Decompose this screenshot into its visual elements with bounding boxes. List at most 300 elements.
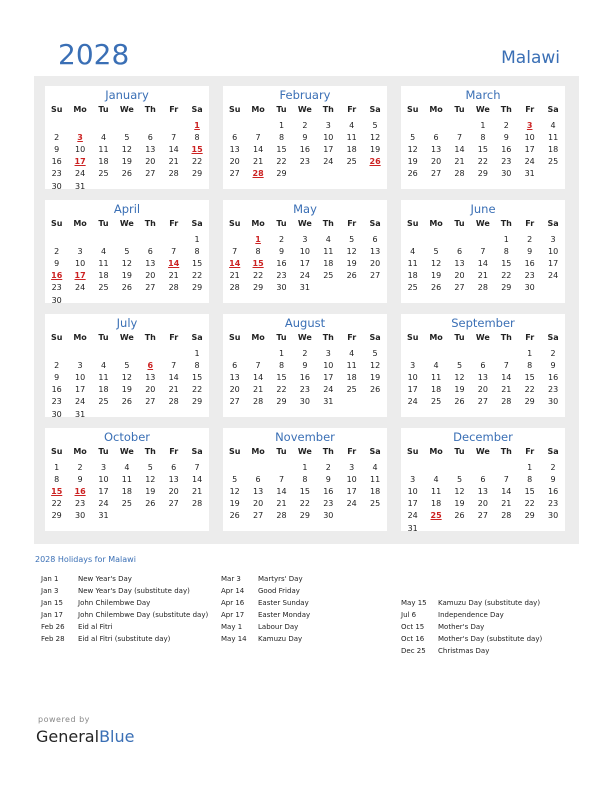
day-cell: 24 bbox=[346, 499, 357, 509]
day-cell: 22 bbox=[191, 157, 203, 167]
month-name: April bbox=[113, 202, 141, 216]
day-cell: 26 bbox=[346, 271, 357, 281]
day-cell: 16 bbox=[51, 385, 62, 395]
day-cell: 29 bbox=[524, 397, 535, 407]
day-cell: 5 bbox=[124, 133, 130, 143]
weekday-header: Su bbox=[406, 219, 419, 228]
weekday-header: We bbox=[119, 333, 134, 342]
weekday-header: Sa bbox=[191, 447, 203, 456]
day-cell: 7 bbox=[480, 247, 486, 257]
holiday-date: Oct 16 bbox=[401, 635, 425, 643]
weekday-header: Mo bbox=[429, 105, 443, 114]
holiday-name: New Year's Day bbox=[78, 575, 132, 583]
weekday-header: Mo bbox=[73, 447, 87, 456]
day-cell: 24 bbox=[323, 385, 334, 395]
holiday-day-cell: 14 bbox=[168, 259, 180, 269]
holiday-name: Mother's Day (substitute day) bbox=[438, 635, 543, 643]
weekday-header: Th bbox=[500, 219, 512, 228]
day-cell: 5 bbox=[456, 361, 463, 371]
day-cell: 7 bbox=[255, 361, 261, 371]
day-cell: 26 bbox=[121, 169, 132, 179]
day-cell: 19 bbox=[121, 157, 132, 167]
weekday-header: Su bbox=[406, 105, 419, 114]
holiday-day-cell: 3 bbox=[77, 133, 83, 143]
day-cell: 30 bbox=[501, 169, 512, 179]
holiday-row bbox=[221, 587, 300, 595]
day-cell: 31 bbox=[323, 397, 334, 407]
weekday-header: Sa bbox=[547, 105, 559, 114]
weekday-header: Fr bbox=[347, 333, 357, 342]
holiday-row bbox=[221, 635, 302, 643]
day-cell: 10 bbox=[323, 133, 334, 143]
weekday-header: Th bbox=[322, 219, 334, 228]
weekday-header: Tu bbox=[98, 333, 109, 342]
holiday-day-cell: 26 bbox=[369, 157, 381, 167]
day-cell: 21 bbox=[252, 385, 264, 395]
day-cell: 13 bbox=[430, 145, 442, 155]
holiday-day-cell: 15 bbox=[191, 145, 203, 155]
day-cell: 19 bbox=[454, 499, 465, 509]
day-cell: 10 bbox=[74, 373, 86, 383]
day-cell: 14 bbox=[252, 145, 264, 155]
day-cell: 20 bbox=[477, 385, 488, 395]
day-cell: 21 bbox=[191, 487, 203, 497]
day-cell: 11 bbox=[430, 373, 442, 383]
day-cell: 7 bbox=[171, 247, 177, 257]
weekday-header: Fr bbox=[169, 333, 179, 342]
day-cell: 9 bbox=[278, 247, 285, 257]
day-cell: 16 bbox=[299, 373, 310, 383]
day-cell: 1 bbox=[194, 235, 200, 244]
day-cell: 17 bbox=[346, 487, 357, 497]
day-cell: 16 bbox=[51, 157, 62, 167]
weekday-header: Tu bbox=[276, 219, 287, 228]
day-cell: 3 bbox=[349, 463, 355, 472]
holiday-date: Jul 6 bbox=[401, 611, 417, 619]
holiday-day-cell: 17 bbox=[74, 157, 86, 167]
day-cell: 4 bbox=[349, 349, 355, 358]
day-cell: 27 bbox=[252, 511, 264, 521]
weekday-header: Mo bbox=[251, 105, 265, 114]
day-cell: 23 bbox=[524, 271, 535, 281]
holiday-row bbox=[41, 611, 208, 619]
day-cell: 13 bbox=[477, 487, 488, 497]
day-cell: 18 bbox=[430, 385, 442, 395]
day-cell: 22 bbox=[477, 157, 488, 167]
month-name: June bbox=[470, 202, 496, 216]
month-april bbox=[45, 200, 209, 303]
day-cell: 23 bbox=[74, 499, 86, 509]
day-cell: 21 bbox=[454, 157, 465, 167]
day-cell: 30 bbox=[74, 511, 86, 521]
day-cell: 29 bbox=[524, 511, 535, 521]
day-cell: 13 bbox=[229, 373, 240, 383]
day-cell: 7 bbox=[194, 463, 200, 472]
holiday-row bbox=[221, 575, 303, 583]
day-cell: 31 bbox=[74, 181, 86, 191]
month-name: May bbox=[293, 202, 317, 216]
day-cell: 19 bbox=[346, 259, 357, 269]
weekday-header: Su bbox=[228, 219, 241, 228]
holiday-date: Dec 25 bbox=[401, 647, 426, 655]
day-cell: 30 bbox=[276, 283, 287, 293]
day-cell: 6 bbox=[232, 133, 238, 143]
day-cell: 9 bbox=[550, 361, 556, 371]
month-march bbox=[401, 86, 565, 189]
month-name: October bbox=[103, 430, 151, 444]
day-cell: 11 bbox=[407, 259, 418, 269]
day-cell: 2 bbox=[325, 463, 331, 472]
day-cell: 23 bbox=[547, 499, 559, 509]
holiday-day-cell: 14 bbox=[229, 259, 241, 269]
month-name: January bbox=[105, 88, 149, 102]
weekday-header: Sa bbox=[547, 219, 559, 228]
day-cell: 8 bbox=[503, 247, 509, 257]
day-cell: 15 bbox=[524, 373, 535, 383]
holiday-name: Eid al Fitri bbox=[78, 623, 113, 631]
day-cell: 7 bbox=[503, 361, 509, 371]
day-cell: 20 bbox=[477, 499, 488, 509]
day-cell: 1 bbox=[194, 349, 200, 358]
day-cell: 16 bbox=[501, 145, 512, 155]
weekday-header: Mo bbox=[429, 219, 443, 228]
holiday-row bbox=[41, 587, 190, 595]
day-cell: 4 bbox=[100, 133, 107, 143]
weekday-header: We bbox=[475, 447, 490, 456]
day-cell: 29 bbox=[191, 283, 203, 293]
weekday-header: Th bbox=[322, 333, 334, 342]
day-cell: 21 bbox=[501, 385, 512, 395]
day-cell: 1 bbox=[527, 349, 533, 358]
day-cell: 21 bbox=[501, 499, 512, 509]
day-cell: 12 bbox=[454, 373, 465, 383]
holiday-day-cell: 1 bbox=[194, 121, 200, 130]
month-november bbox=[223, 428, 387, 531]
day-cell: 25 bbox=[323, 271, 334, 281]
day-cell: 12 bbox=[454, 487, 465, 497]
day-cell: 23 bbox=[299, 385, 310, 395]
day-cell: 26 bbox=[229, 511, 240, 521]
day-cell: 18 bbox=[430, 499, 442, 509]
day-cell: 28 bbox=[501, 511, 512, 521]
weekday-header: Sa bbox=[191, 333, 203, 342]
day-cell: 9 bbox=[54, 259, 60, 269]
holiday-name: Christmas Day bbox=[438, 647, 490, 655]
day-cell: 13 bbox=[145, 145, 156, 155]
day-cell: 27 bbox=[145, 169, 156, 179]
day-cell: 12 bbox=[121, 259, 132, 269]
day-cell: 30 bbox=[51, 181, 62, 191]
calendar-grid bbox=[34, 76, 579, 544]
day-cell: 3 bbox=[100, 463, 107, 472]
day-cell: 5 bbox=[232, 475, 238, 485]
day-cell: 4 bbox=[372, 463, 378, 472]
day-cell: 9 bbox=[302, 133, 308, 143]
holiday-date: Jan 1 bbox=[41, 575, 59, 583]
day-cell: 10 bbox=[524, 133, 535, 143]
month-name: September bbox=[451, 316, 515, 330]
day-cell: 2 bbox=[302, 349, 308, 358]
holiday-row bbox=[401, 647, 489, 655]
day-cell: 27 bbox=[229, 169, 240, 179]
day-cell: 10 bbox=[547, 247, 559, 257]
weekday-header: Fr bbox=[347, 447, 357, 456]
day-cell: 30 bbox=[299, 397, 310, 407]
holidays-title: 2028 Holidays for Malawi bbox=[35, 555, 136, 564]
holiday-date: May 15 bbox=[401, 599, 427, 607]
day-cell: 24 bbox=[407, 511, 418, 521]
day-cell: 19 bbox=[229, 499, 240, 509]
day-cell: 9 bbox=[54, 145, 60, 155]
weekday-header: Mo bbox=[251, 219, 265, 228]
holiday-date: Jan 15 bbox=[41, 599, 63, 607]
day-cell: 31 bbox=[98, 511, 109, 521]
day-cell: 7 bbox=[171, 361, 177, 371]
month-february bbox=[223, 86, 387, 189]
holiday-date: Feb 26 bbox=[41, 623, 65, 631]
day-cell: 7 bbox=[503, 475, 509, 485]
day-cell: 22 bbox=[501, 271, 512, 281]
day-cell: 9 bbox=[527, 247, 533, 257]
day-cell: 27 bbox=[145, 283, 156, 293]
day-cell: 25 bbox=[98, 283, 109, 293]
holiday-row bbox=[41, 635, 170, 643]
weekday-header: Su bbox=[228, 447, 241, 456]
day-cell: 28 bbox=[276, 511, 287, 521]
day-cell: 26 bbox=[121, 397, 132, 407]
day-cell: 9 bbox=[302, 361, 308, 371]
day-cell: 5 bbox=[433, 247, 439, 257]
day-cell: 19 bbox=[369, 373, 381, 383]
day-cell: 26 bbox=[121, 283, 132, 293]
day-cell: 30 bbox=[524, 283, 535, 293]
day-cell: 6 bbox=[147, 133, 153, 143]
day-cell: 13 bbox=[369, 247, 381, 257]
weekday-header: Th bbox=[144, 219, 156, 228]
weekday-header: Th bbox=[322, 105, 334, 114]
weekday-header: We bbox=[119, 105, 134, 114]
day-cell: 5 bbox=[147, 463, 153, 472]
day-cell: 28 bbox=[191, 499, 203, 509]
month-october bbox=[45, 428, 209, 531]
day-cell: 28 bbox=[477, 283, 488, 293]
weekday-header: Su bbox=[50, 447, 63, 456]
month-name: March bbox=[465, 88, 501, 102]
day-cell: 29 bbox=[51, 511, 62, 521]
day-cell: 14 bbox=[191, 475, 203, 485]
day-cell: 10 bbox=[407, 487, 418, 497]
day-cell: 14 bbox=[501, 487, 512, 497]
weekday-header: Tu bbox=[276, 447, 287, 456]
day-cell: 16 bbox=[299, 145, 310, 155]
day-cell: 29 bbox=[477, 169, 488, 179]
day-cell: 14 bbox=[276, 487, 287, 497]
day-cell: 3 bbox=[302, 235, 308, 244]
day-cell: 23 bbox=[299, 157, 310, 167]
day-cell: 24 bbox=[407, 397, 418, 407]
day-cell: 19 bbox=[145, 487, 156, 497]
day-cell: 19 bbox=[121, 385, 132, 395]
weekday-header: Sa bbox=[369, 219, 381, 228]
month-july bbox=[45, 314, 209, 417]
month-august bbox=[223, 314, 387, 417]
day-cell: 15 bbox=[477, 145, 488, 155]
day-cell: 4 bbox=[124, 463, 130, 472]
day-cell: 3 bbox=[77, 247, 83, 257]
day-cell: 29 bbox=[191, 169, 203, 179]
weekday-header: We bbox=[475, 333, 490, 342]
day-cell: 26 bbox=[430, 283, 442, 293]
day-cell: 4 bbox=[325, 235, 331, 244]
day-cell: 26 bbox=[369, 385, 381, 395]
weekday-header: We bbox=[119, 219, 134, 228]
day-cell: 15 bbox=[524, 487, 535, 497]
weekday-header: Tu bbox=[454, 447, 465, 456]
day-cell: 27 bbox=[168, 499, 179, 509]
day-cell: 19 bbox=[369, 145, 381, 155]
day-cell: 16 bbox=[323, 487, 334, 497]
day-cell: 8 bbox=[194, 247, 200, 257]
day-cell: 12 bbox=[430, 259, 442, 269]
day-cell: 30 bbox=[51, 409, 62, 419]
day-cell: 17 bbox=[74, 385, 86, 395]
day-cell: 4 bbox=[433, 475, 439, 485]
holiday-row bbox=[221, 623, 298, 631]
day-cell: 2 bbox=[54, 361, 60, 371]
day-cell: 5 bbox=[372, 349, 378, 358]
holiday-day-cell: 6 bbox=[147, 361, 154, 371]
day-cell: 23 bbox=[323, 499, 334, 509]
day-cell: 30 bbox=[51, 295, 62, 305]
day-cell: 5 bbox=[372, 121, 378, 130]
holiday-row bbox=[401, 599, 540, 607]
weekday-header: Fr bbox=[169, 105, 179, 114]
weekday-header: We bbox=[475, 105, 490, 114]
holiday-row bbox=[41, 623, 113, 631]
weekday-header: We bbox=[475, 219, 490, 228]
day-cell: 8 bbox=[194, 133, 200, 143]
day-cell: 3 bbox=[550, 235, 556, 244]
month-name: February bbox=[279, 88, 331, 102]
day-cell: 15 bbox=[191, 259, 203, 269]
brand-logo: GeneralBlue bbox=[36, 727, 135, 746]
day-cell: 19 bbox=[407, 157, 418, 167]
day-cell: 8 bbox=[194, 361, 200, 371]
day-cell: 11 bbox=[98, 259, 109, 269]
day-cell: 24 bbox=[323, 157, 334, 167]
day-cell: 10 bbox=[407, 373, 418, 383]
weekday-header: Su bbox=[50, 219, 63, 228]
day-cell: 18 bbox=[547, 145, 559, 155]
day-cell: 25 bbox=[547, 157, 559, 167]
weekday-header: We bbox=[297, 333, 312, 342]
day-cell: 2 bbox=[302, 121, 308, 130]
weekday-header: Mo bbox=[73, 105, 87, 114]
day-cell: 4 bbox=[433, 361, 439, 371]
holiday-name: New Year's Day (substitute day) bbox=[78, 587, 190, 595]
day-cell: 1 bbox=[302, 463, 308, 472]
day-cell: 18 bbox=[407, 271, 418, 281]
day-cell: 9 bbox=[503, 133, 509, 143]
holiday-day-cell: 15 bbox=[51, 487, 63, 497]
holiday-row bbox=[41, 575, 132, 583]
day-cell: 25 bbox=[346, 385, 357, 395]
day-cell: 10 bbox=[74, 145, 86, 155]
day-cell: 22 bbox=[524, 499, 535, 509]
weekday-header: Mo bbox=[429, 447, 443, 456]
holiday-date: Feb 28 bbox=[41, 635, 65, 643]
day-cell: 28 bbox=[168, 397, 179, 407]
weekday-header: Tu bbox=[276, 333, 287, 342]
day-cell: 8 bbox=[527, 361, 533, 371]
weekday-header: Sa bbox=[547, 333, 559, 342]
holiday-date: Mar 3 bbox=[221, 575, 241, 583]
day-cell: 4 bbox=[100, 247, 107, 257]
weekday-header: Su bbox=[228, 333, 241, 342]
day-cell: 11 bbox=[98, 373, 109, 383]
day-cell: 16 bbox=[547, 373, 559, 383]
day-cell: 7 bbox=[456, 133, 463, 143]
day-cell: 21 bbox=[229, 271, 240, 281]
holiday-day-cell: 16 bbox=[74, 487, 86, 497]
day-cell: 14 bbox=[454, 145, 465, 155]
day-cell: 26 bbox=[454, 511, 465, 521]
weekday-header: Sa bbox=[547, 447, 559, 456]
day-cell: 3 bbox=[77, 361, 83, 371]
day-cell: 6 bbox=[147, 247, 153, 257]
day-cell: 29 bbox=[252, 283, 264, 293]
day-cell: 1 bbox=[527, 463, 533, 472]
holiday-day-cell: 3 bbox=[526, 121, 533, 130]
weekday-header: Th bbox=[500, 105, 512, 114]
holiday-date: Oct 15 bbox=[401, 623, 425, 631]
day-cell: 21 bbox=[477, 271, 488, 281]
day-cell: 21 bbox=[252, 157, 264, 167]
day-cell: 16 bbox=[524, 259, 535, 269]
day-cell: 15 bbox=[276, 373, 287, 383]
day-cell: 18 bbox=[98, 157, 109, 167]
day-cell: 24 bbox=[98, 499, 109, 509]
year-title: 2028 bbox=[58, 38, 130, 71]
weekday-header: Mo bbox=[73, 333, 87, 342]
day-cell: 22 bbox=[191, 271, 203, 281]
day-cell: 7 bbox=[278, 475, 285, 485]
day-cell: 17 bbox=[524, 145, 535, 155]
day-cell: 6 bbox=[171, 463, 177, 472]
day-cell: 2 bbox=[550, 349, 556, 358]
day-cell: 17 bbox=[547, 259, 559, 269]
day-cell: 18 bbox=[98, 271, 109, 281]
weekday-header: Fr bbox=[169, 447, 179, 456]
holiday-name: John Chilembwe Day (substitute day) bbox=[78, 611, 209, 619]
holiday-day-cell: 1 bbox=[255, 235, 261, 244]
day-cell: 5 bbox=[410, 133, 416, 143]
month-september bbox=[401, 314, 565, 417]
month-december bbox=[401, 428, 565, 531]
day-cell: 24 bbox=[299, 271, 310, 281]
day-cell: 14 bbox=[252, 373, 264, 383]
day-cell: 27 bbox=[145, 397, 156, 407]
day-cell: 22 bbox=[276, 157, 287, 167]
day-cell: 11 bbox=[547, 133, 559, 143]
day-cell: 10 bbox=[323, 361, 334, 371]
day-cell: 3 bbox=[325, 349, 331, 358]
holiday-row bbox=[221, 611, 310, 619]
weekday-header: Fr bbox=[347, 219, 357, 228]
day-cell: 29 bbox=[191, 397, 203, 407]
holiday-name: Easter Monday bbox=[258, 611, 311, 619]
weekday-header: Fr bbox=[169, 219, 179, 228]
